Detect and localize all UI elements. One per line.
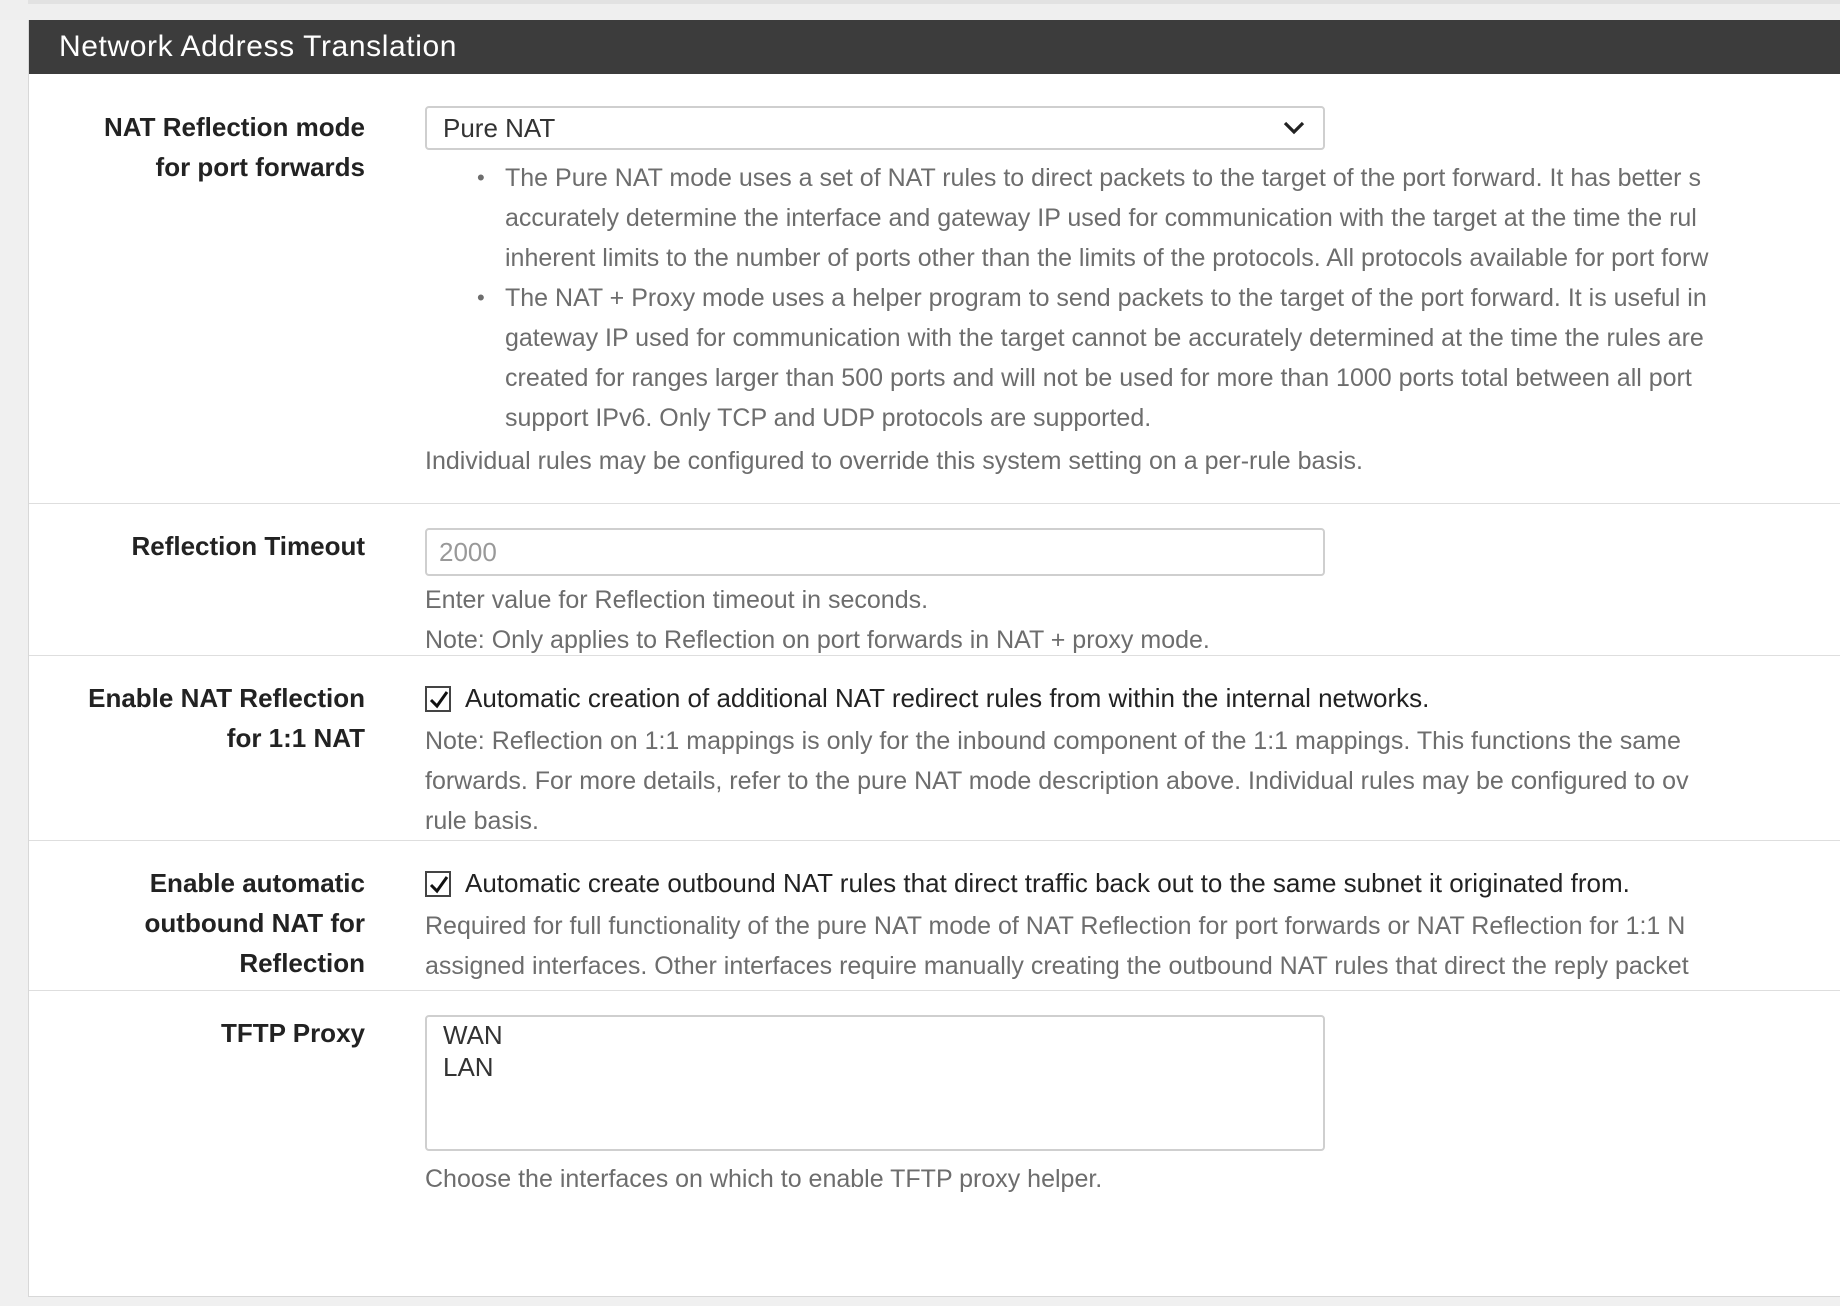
nat-reflection-mode-select[interactable] [425, 106, 1325, 150]
tftp-proxy-option-lan[interactable]: LAN [443, 1052, 494, 1082]
nat-reflection-1to1-row [29, 656, 1840, 841]
auto-outbound-option[interactable] [425, 863, 1840, 903]
tftp-proxy-option-wan[interactable]: WAN [443, 1020, 503, 1050]
nat-proxy-description: • The NAT + Proxy mode uses a helper program to send packets to the target of the port forward. It is useful in gateway IP used for communication with the target cannot be accurately determined at the time the rules are created for ranges larger than 500 ports and will not be used for more than 1000 ports total between all port support IPv6. Only TCP and UDP protocols are supported. [425, 278, 1840, 438]
tftp-proxy-row [29, 991, 1840, 1191]
auto-outbound-checkbox-label: Automatic create outbound NAT rules that direct traffic back out to the same subnet it originated from. [465, 868, 1630, 898]
nat-reflection-mode-row [29, 74, 1840, 504]
tftp-proxy-interface-list[interactable] [425, 1015, 1325, 1151]
page-background [0, 0, 1840, 20]
bullet-icon: • [477, 285, 485, 310]
nat-reflection-1to1-label: Enable NAT Reflection for 1:1 NAT [88, 683, 365, 753]
pure-nat-description: • The Pure NAT mode uses a set of NAT rules to direct packets to the target of the port forward. It has better s accurately determine the interface and gateway IP used for communication with the target at the time the rul inherent limits to the number of ports other than the limits of the protocols. All protocols available for port forw [425, 158, 1840, 278]
tftp-proxy-help: Choose the interfaces on which to enable TFTP proxy helper. [425, 1165, 1103, 1193]
auto-outbound-row [29, 841, 1840, 991]
nat-panel [28, 20, 1840, 1297]
nat-reflection-1to1-checkbox-label: Automatic creation of additional NAT redirect rules from within the internal networks. [465, 683, 1430, 713]
nat-reflection-1to1-field [425, 678, 1840, 841]
tftp-proxy-field [425, 1015, 1840, 1199]
select-value: Pure NAT [443, 113, 556, 143]
checkmark-icon [428, 689, 450, 711]
auto-outbound-help: Required for full functionality of the pure NAT mode of NAT Reflection for port forwards or NAT Reflection for 1:1 N assigned interfaces. Other interfaces require manually creating the outbound NAT rules that direct the reply packet [425, 912, 1689, 980]
top-divider [28, 0, 1840, 4]
auto-outbound-label: Enable automatic outbound NAT for Reflection [144, 868, 365, 978]
reflection-timeout-input[interactable]: 2000 [425, 528, 1325, 576]
nat-reflection-1to1-checkbox[interactable] [425, 686, 451, 712]
nat-reflection-mode-label: NAT Reflection mode for port forwards [104, 112, 365, 182]
chevron-down-icon [1281, 115, 1307, 141]
checkmark-icon [428, 874, 450, 896]
bullet-icon: • [477, 165, 485, 190]
tftp-proxy-label: TFTP Proxy [220, 1018, 365, 1048]
nat-reflection-1to1-option[interactable] [425, 678, 1840, 718]
auto-outbound-field [425, 863, 1840, 986]
auto-outbound-checkbox[interactable] [425, 871, 451, 897]
reflection-timeout-help: Enter value for Reflection timeout in seconds. [425, 586, 929, 614]
reflection-mode-descriptions [425, 158, 1840, 438]
panel-title: Network Address Translation [29, 20, 1840, 74]
nat-reflection-mode-field [425, 106, 1840, 481]
reflection-timeout-row [29, 504, 1840, 656]
reflection-timeout-note: Note: Only applies to Reflection on port forwards in NAT + proxy mode. [425, 626, 1210, 654]
nat-reflection-mode-help: Individual rules may be configured to override this system setting on a per-rule basis. [425, 447, 1363, 475]
nat-reflection-1to1-help: Note: Reflection on 1:1 mappings is only for the inbound component of the 1:1 mappings. This functions the same forwards. For more details, refer to the pure NAT mode description above. Individual rules may be configured to ov rule basis. [425, 727, 1689, 835]
reflection-timeout-field [425, 528, 1840, 660]
reflection-timeout-label: Reflection Timeout [131, 531, 365, 561]
